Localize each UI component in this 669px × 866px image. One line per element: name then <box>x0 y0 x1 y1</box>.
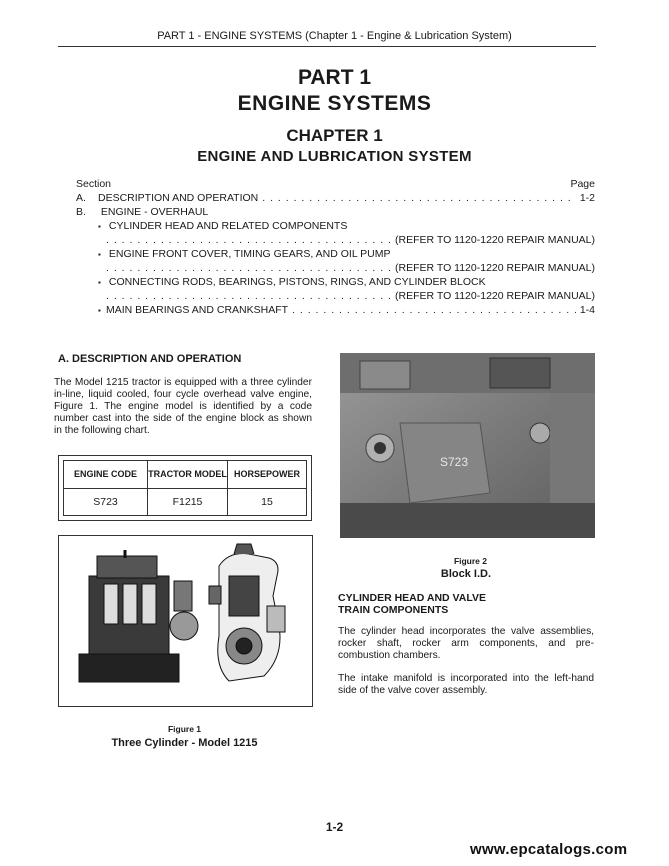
running-head: PART 1 - ENGINE SYSTEMS (Chapter 1 - Engine & Lubrication System) <box>157 30 512 42</box>
engine-cutaway-illustration <box>59 536 312 706</box>
cylinder-head-heading-line2: TRAIN COMPONENTS <box>338 604 449 616</box>
toc-sub-ref-row <box>76 233 595 247</box>
toc-entry-text: ENGINE - OVERHAUL <box>100 206 209 218</box>
chapter-title: ENGINE AND LUBRICATION SYSTEM <box>197 148 472 165</box>
toc-sub-ref: (REFER TO 1120-1220 REPAIR MANUAL) <box>395 234 595 246</box>
toc-header-row <box>76 177 595 191</box>
dot-leader <box>106 261 391 275</box>
figure-2-label: Figure 2 <box>453 556 487 566</box>
toc-entry-text: DESCRIPTION AND OPERATION <box>98 192 259 204</box>
toc-sub-page: 1-4 <box>579 304 595 316</box>
spec-cell-horsepower: 15 <box>261 496 273 508</box>
toc-sub-ref-row <box>76 289 595 303</box>
dot-leader <box>262 191 576 205</box>
spec-cell-engine-code: S723 <box>64 489 148 515</box>
section-a-heading: A. DESCRIPTION AND OPERATION <box>58 353 242 365</box>
toc-entry-letter: B. <box>76 206 86 218</box>
toc-sub-entry[interactable] <box>76 275 595 289</box>
spec-header-tractor-model: TRACTOR MODEL <box>148 461 228 489</box>
engine-spec-table <box>58 455 312 521</box>
bullet-icon: ▪ <box>98 306 101 315</box>
page-number: 1-2 <box>325 820 344 834</box>
cylinder-head-heading-line1: CYLINDER HEAD AND VALVE <box>338 592 486 604</box>
section-a-paragraph: The Model 1215 tractor is equipped with a three cylinder in-line, liquid cooled, four cycle overhead valve engine, Figure 1. The engine model is identified by a code number cast into the side of the engine block as shown in the following chart. <box>54 377 312 436</box>
engine-block-photo <box>340 353 595 538</box>
toc-page-label: Page <box>570 178 595 190</box>
table-of-contents <box>76 177 595 317</box>
dot-leader <box>292 303 576 317</box>
toc-entry-b[interactable] <box>76 205 595 219</box>
spec-header-horsepower: HORSEPOWER <box>228 461 306 489</box>
toc-entry-letter: A. <box>76 192 86 204</box>
toc-sub-text: ENGINE FRONT COVER, TIMING GEARS, AND OIL PUMP <box>108 248 391 260</box>
toc-sub-ref: (REFER TO 1120-1220 REPAIR MANUAL) <box>395 290 595 302</box>
toc-section-label: Section <box>76 178 112 190</box>
spec-cell-tractor-model: F1215 <box>148 489 228 515</box>
figure-1-label: Figure 1 <box>167 724 202 734</box>
toc-sub-text: MAIN BEARINGS AND CRANKSHAFT <box>106 304 289 316</box>
toc-sub-ref: (REFER TO 1120-1220 REPAIR MANUAL) <box>395 262 595 274</box>
figure-1-engine-cutaway <box>58 535 313 707</box>
toc-sub-ref-row <box>76 261 595 275</box>
dot-leader <box>106 233 391 247</box>
toc-entry-page: 1-2 <box>579 192 595 204</box>
chapter-number: CHAPTER 1 <box>286 126 383 145</box>
bullet-icon: ▪ <box>98 278 101 287</box>
spec-header-engine-code: ENGINE CODE <box>64 461 148 489</box>
cylinder-head-paragraph-1: The cylinder head incorporates the valve assemblies, rocker shaft, rocker arm components, and pre-combustion chambers. <box>338 626 594 661</box>
dot-leader <box>106 289 391 303</box>
toc-sub-entry[interactable] <box>76 219 595 233</box>
cylinder-head-paragraph-2: The intake manifold is incorporated into the left-hand side of the valve cover assembly. <box>338 673 594 696</box>
figure-2-caption: Block I.D. <box>440 568 491 580</box>
toc-sub-entry[interactable] <box>76 303 595 317</box>
block-code-stamp: S723 <box>440 455 469 469</box>
part-title: ENGINE SYSTEMS <box>237 92 432 115</box>
part-number: PART 1 <box>297 66 372 89</box>
figure-2-block-photo <box>340 353 595 538</box>
header-rule <box>58 46 596 47</box>
bullet-icon: ▪ <box>98 250 101 259</box>
toc-sub-entry[interactable] <box>76 247 595 261</box>
watermark-link[interactable]: www.epcatalogs.com <box>470 841 628 858</box>
toc-sub-text: CONNECTING RODS, BEARINGS, PISTONS, RINGS, AND CYLINDER BLOCK <box>108 276 486 288</box>
toc-entry-a[interactable] <box>76 191 595 205</box>
figure-1-caption: Three Cylinder - Model 1215 <box>111 737 258 749</box>
bullet-icon: ▪ <box>98 222 101 231</box>
cylinder-head-heading <box>338 592 486 616</box>
toc-sub-text: CYLINDER HEAD AND RELATED COMPONENTS <box>108 220 348 232</box>
